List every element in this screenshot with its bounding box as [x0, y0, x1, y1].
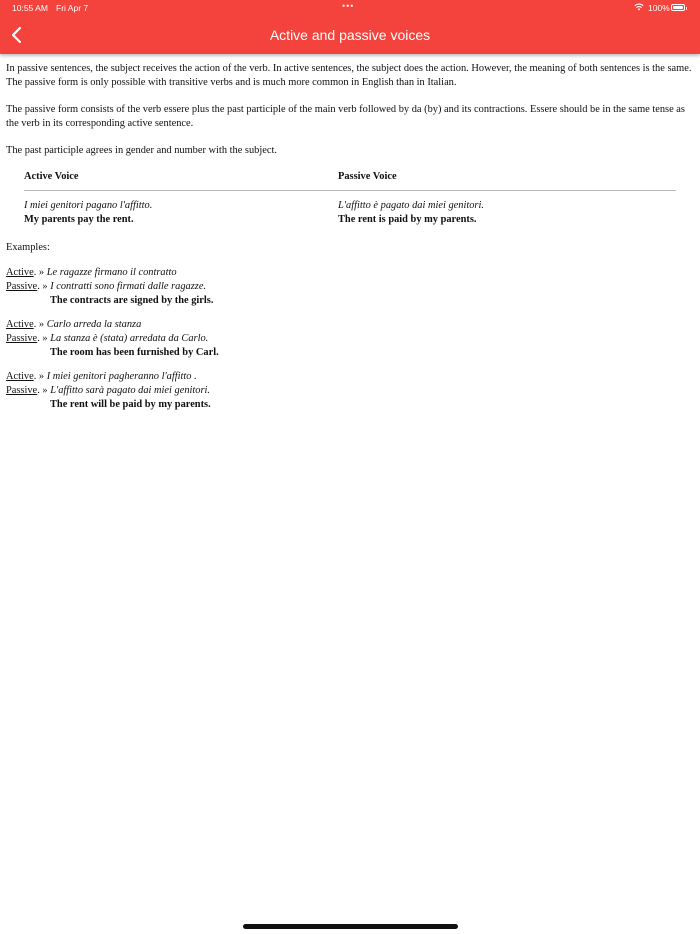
passive-link[interactable]: Passive [6, 333, 38, 344]
passive-cell [338, 199, 668, 227]
example-item [6, 266, 606, 308]
active-link[interactable]: Active [6, 267, 34, 278]
separator: . » [33, 371, 47, 382]
separator: . » [37, 385, 51, 396]
active-cell [24, 199, 324, 227]
passive-italian: L'affitto è pagato dai miei genitori. [338, 200, 484, 211]
example-translation: The room has been furnished by Carl. [50, 347, 219, 358]
example-item [6, 370, 606, 412]
separator: . » [37, 333, 51, 344]
examples-heading: Examples: [6, 242, 50, 253]
status-time: 10:55 AM [12, 3, 48, 13]
multitasking-dots-icon[interactable]: ••• [342, 1, 355, 11]
table-header-passive: Passive Voice [338, 171, 397, 182]
example-active-text: Le ragazze firmano il contratto [46, 267, 177, 278]
home-indicator[interactable] [243, 924, 458, 929]
active-link[interactable]: Active [6, 371, 34, 382]
example-passive-text: La stanza è (stata) arredata da Carlo. [50, 333, 209, 344]
voice-comparison-table [24, 171, 676, 233]
example-active-text: Carlo arreda la stanza [46, 319, 142, 330]
separator: . » [37, 281, 51, 292]
separator: . » [33, 267, 47, 278]
table-header [24, 171, 676, 191]
intro-paragraph: The past participle agrees in gender and number with the subject. [6, 145, 277, 156]
wifi-icon [634, 3, 644, 11]
example-passive-text: I contratti sono firmati dalle ragazze. [50, 281, 207, 292]
passive-link[interactable]: Passive [6, 281, 38, 292]
table-header-active: Active Voice [24, 171, 79, 182]
example-item [6, 318, 606, 360]
lesson-content [6, 62, 692, 171]
battery-percentage: 100% [648, 3, 670, 13]
active-italian: I miei genitori pagano l'affitto. [24, 200, 153, 211]
table-row [24, 199, 676, 233]
example-translation: The contracts are signed by the girls. [50, 295, 214, 306]
intro-paragraph: In passive sentences, the subject receives the action of the verb. In active sentences, the subject does the action. However, the meaning of both sentences is the same. The passive form is only possible with transitive verbs and is much more common in English than in Italian. [6, 63, 692, 88]
example-active-text: I miei genitori pagheranno l'affitto . [46, 371, 197, 382]
status-date: Fri Apr 7 [56, 3, 89, 13]
example-passive-text: L'affitto sarà pagato dai miei genitori. [50, 385, 211, 396]
page-title: Active and passive voices [269, 27, 431, 43]
separator: . » [33, 319, 47, 330]
active-link[interactable]: Active [6, 319, 34, 330]
active-english: My parents pay the rent. [24, 214, 134, 225]
navigation-bar [0, 0, 700, 54]
battery-icon [671, 4, 685, 11]
passive-link[interactable]: Passive [6, 385, 38, 396]
passive-english: The rent is paid by my parents. [338, 214, 477, 225]
example-translation: The rent will be paid by my parents. [50, 399, 211, 410]
intro-paragraph: The passive form consists of the verb essere plus the past participle of the main verb followed by da (by) and its contractions. Essere should be in the same tense as the verb in its corresponding active sentence. [6, 104, 685, 129]
status-bar [0, 0, 700, 16]
